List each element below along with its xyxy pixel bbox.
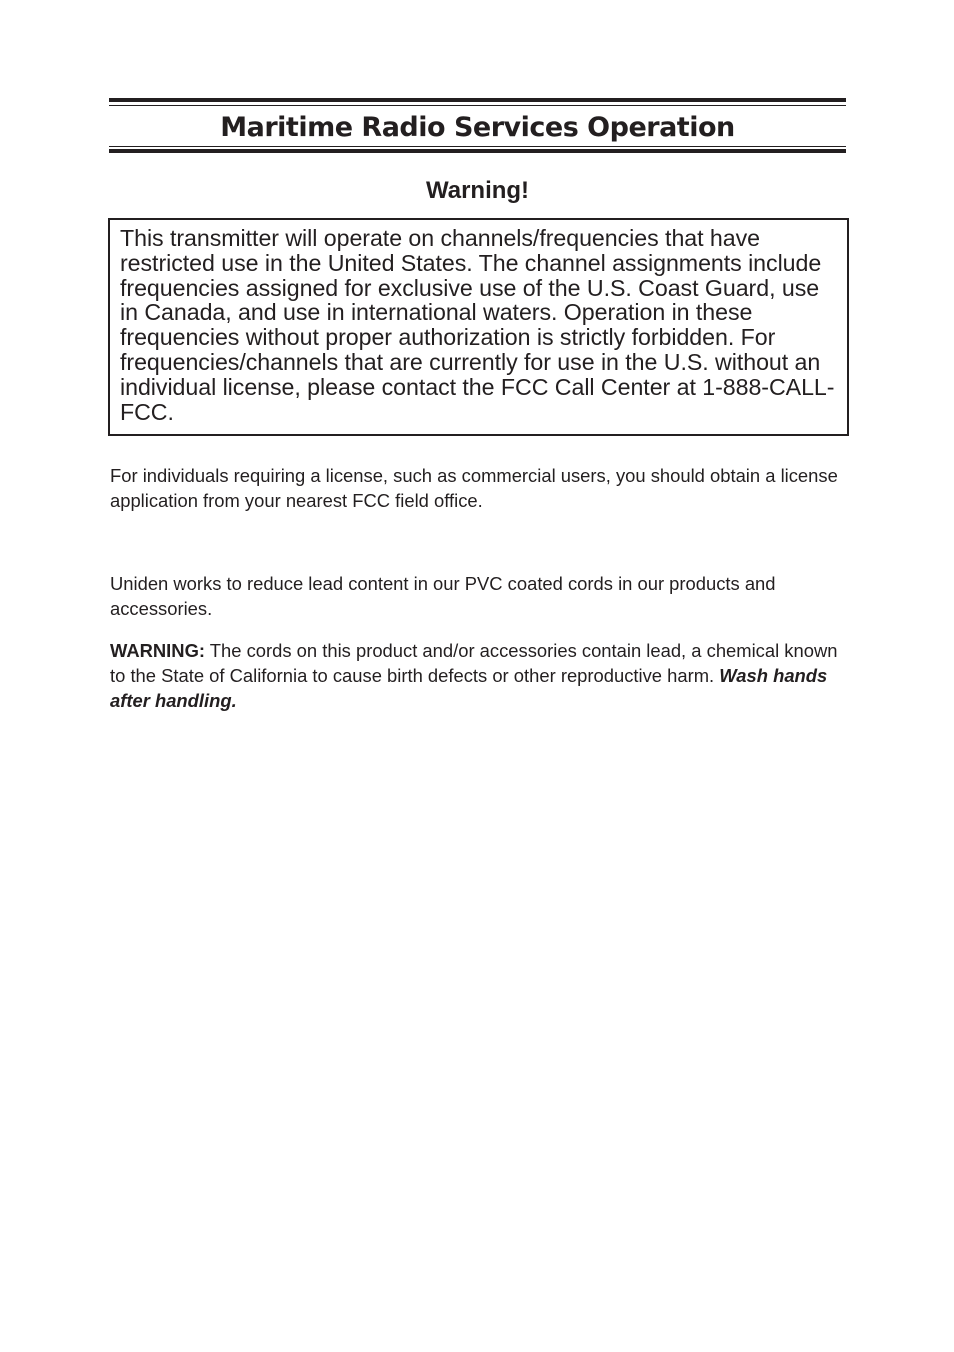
warning-box-text: This transmitter will operate on channels/frequencies that have restricted use in the United States. The channel assignments include frequencies assigned for exclusive use of the U.S. Coast Guard, use in Canada, and use in international waters. Operation in these frequencies without proper authorization is strictly forbidden. For frequencies/channels that are currently for use in the U.S. without an individual license, please contact the FCC Call Center at 1-888-CALL-FCC. <box>120 225 835 425</box>
lead-warning-text: The cords on this product and/or accessories contain lead, a chemical known to the State of California to cause birth defects or other reproductive harm. <box>110 640 838 686</box>
warning-box <box>108 218 849 436</box>
title-bottom-rule-thin <box>109 146 846 147</box>
title-top-rule-thin <box>109 105 846 106</box>
title-bottom-rule-thick <box>109 149 846 153</box>
lead-warning-paragraph <box>110 638 850 713</box>
lead-paragraph: Uniden works to reduce lead content in our PVC coated cords in our products and accessories. <box>110 573 776 619</box>
warning-heading: Warning! <box>425 177 530 204</box>
lead-warning-emphasis: Wash hands after handling. <box>110 665 828 711</box>
license-paragraph: For individuals requiring a license, such as commercial users, you should obtain a license application from your nearest FCC field office. <box>110 465 838 511</box>
lead-warning-label: WARNING: <box>110 640 206 661</box>
page-title: Maritime Radio Services Operation <box>220 112 735 143</box>
title-top-rule-thick <box>109 98 846 102</box>
